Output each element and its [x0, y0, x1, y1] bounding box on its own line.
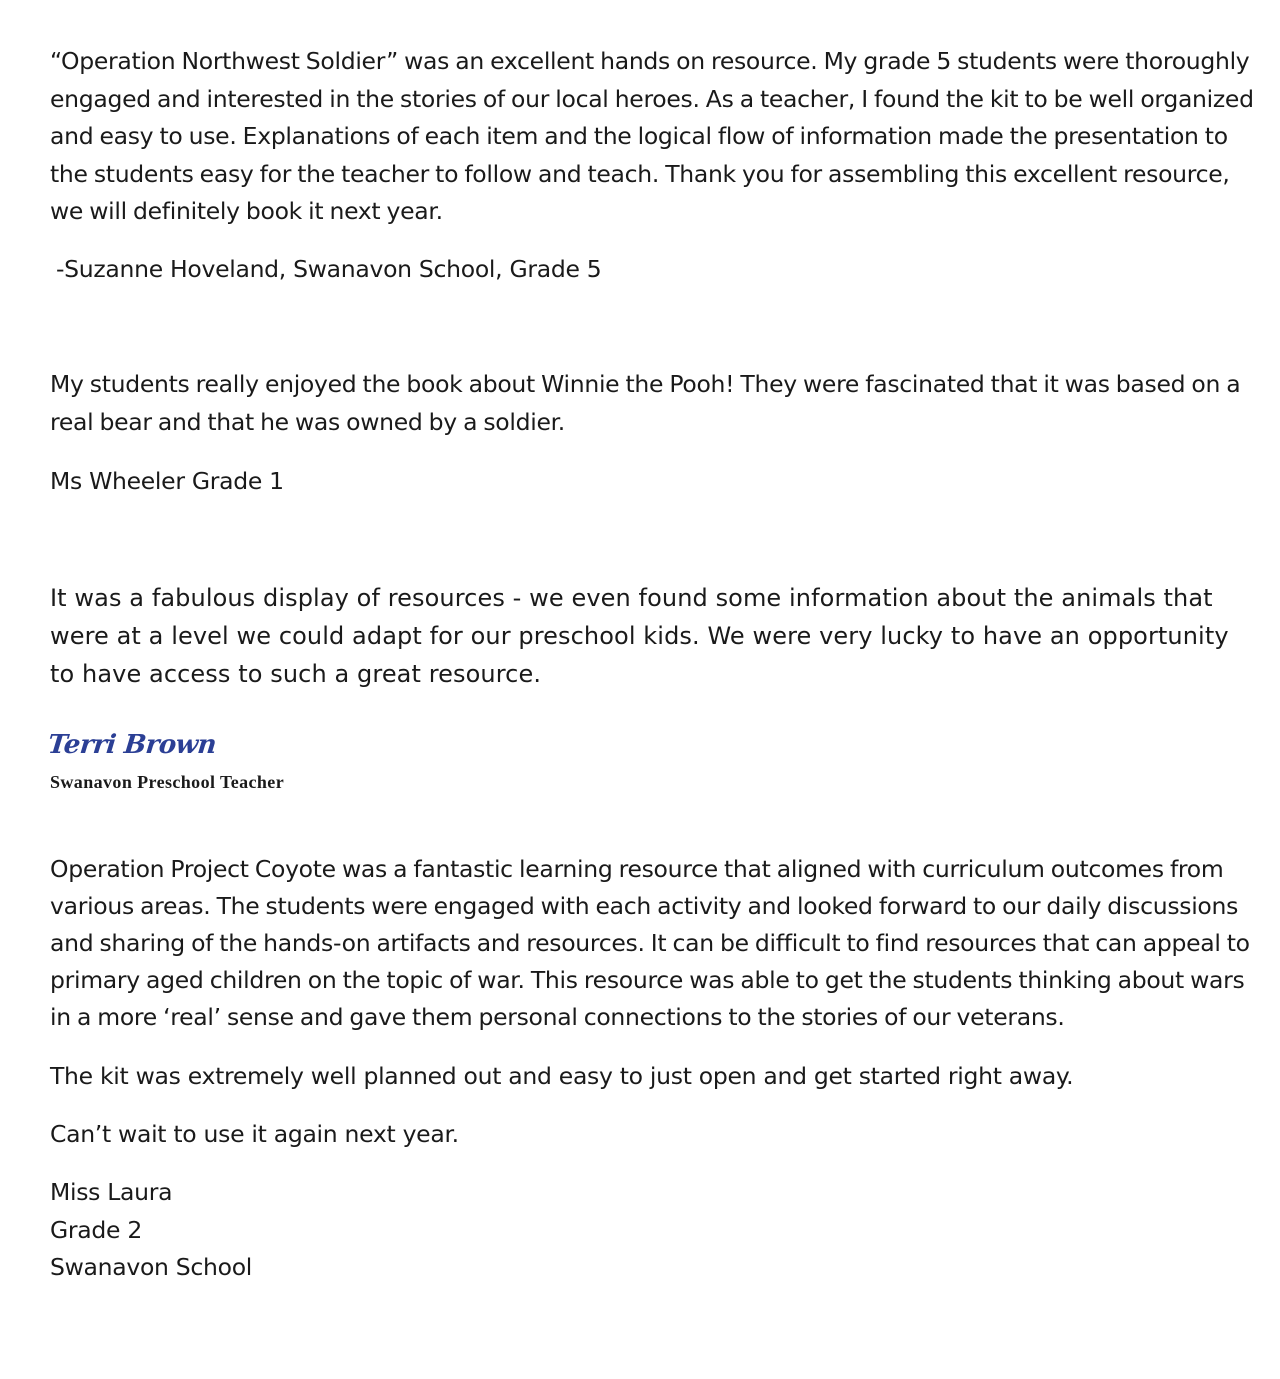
- testimonial-3-signature: Terri Brown: [46, 730, 218, 760]
- testimonial-1-author: -Suzanne Hoveland, Swanavon School, Grade 5: [56, 255, 602, 283]
- testimonial-4-line-2: The kit was extremely well planned out and easy to just open and get started right away.: [50, 1062, 1074, 1090]
- testimonial-3-body: It was a fabulous display of resources - we even found some information about the animals that were at a level we could adapt for our preschool kids. We were very lucky to have an opportunity to have access to such a great resource.: [50, 584, 1229, 688]
- testimonial-1-body: “Operation Northwest Soldier” was an excellent hands on resource. My grade 5 students were thoroughly engaged and interested in the stories of our local heroes. As a teacher, I found the kit to be well organized and easy to use. Explanations of each item and the logical flow of information made the presentation to the students easy for the teacher to follow and teach. Thank you for assembling this excellent resource, we will definitely book it next year.: [50, 47, 1254, 225]
- testimonial-2-author: Ms Wheeler Grade 1: [50, 467, 284, 495]
- testimonial-4-name: Miss Laura: [50, 1178, 173, 1206]
- testimonial-2-body: My students really enjoyed the book about Winnie the Pooh! They were fascinated that it was based on a real bear and that he was owned by a soldier.: [50, 370, 1241, 436]
- testimonial-4-line-3: Can’t wait to use it again next year.: [50, 1120, 459, 1148]
- testimonial-4-school: Swanavon School: [50, 1253, 252, 1281]
- testimonial-3-title: Swanavon Preschool Teacher: [50, 772, 285, 792]
- testimonial-4-body: Operation Project Coyote was a fantastic learning resource that aligned with curriculum outcomes from various areas. The students were engaged with each activity and looked forward to our daily discussions and sharing of the hands-on artifacts and resources. It can be difficult to find resources that can appeal to primary aged children on the topic of war. This resource was able to get the students thinking about wars in a more ‘real’ sense and gave them personal connections to the stories of our veterans.: [50, 855, 1250, 1031]
- testimonial-4-grade: Grade 2: [50, 1216, 142, 1244]
